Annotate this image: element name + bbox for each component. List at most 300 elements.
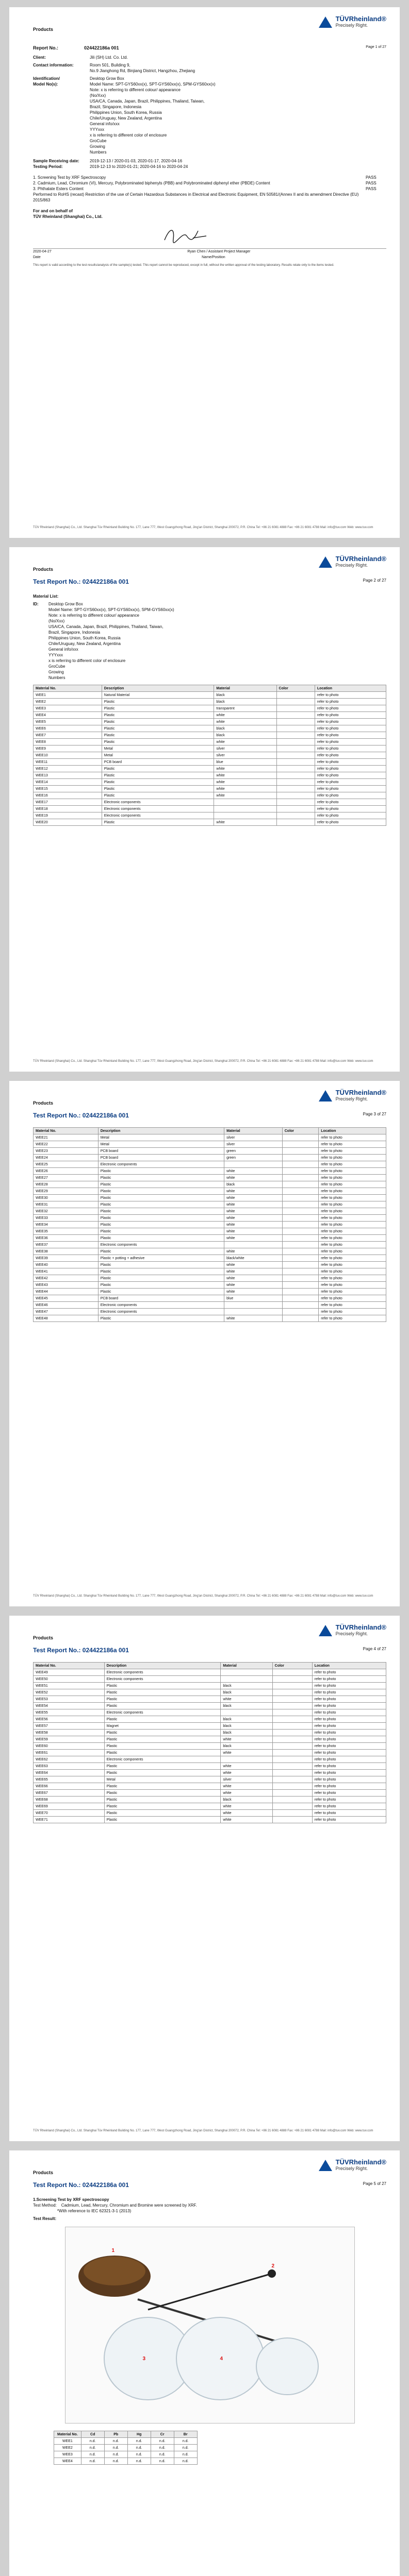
table-cell: WEE67 [34, 1790, 105, 1797]
table-cell: n.d. [127, 2445, 151, 2451]
table-cell: white [224, 1228, 283, 1235]
table-cell [276, 692, 315, 699]
table-cell: silver [214, 752, 276, 759]
table-cell [221, 1669, 272, 1676]
report-title: Test Report No.: 024422186a 001 [33, 1112, 129, 1119]
table-row [34, 1148, 386, 1155]
table-row [34, 1669, 386, 1676]
table-cell: refer to photo [312, 1763, 386, 1770]
table-cell: WEE37 [34, 1242, 99, 1248]
table-cell: refer to photo [319, 1175, 386, 1181]
table-cell: WEE40 [34, 1262, 99, 1268]
photo-label: 2 [271, 2263, 275, 2269]
table-cell: WEE25 [34, 1161, 99, 1168]
page-number: Page 1 of 27 [366, 45, 386, 49]
report-title: Test Report No.: 024422186a 001 [33, 578, 129, 585]
table-cell: Magnet [104, 1723, 221, 1730]
table-row [34, 1295, 386, 1302]
tuv-triangle-icon [319, 2160, 332, 2171]
table-cell: Plastic [98, 1268, 224, 1275]
table-cell [276, 739, 315, 745]
table-row [34, 1790, 386, 1797]
table-cell: WEE32 [34, 1208, 99, 1215]
table-cell: refer to photo [312, 1709, 386, 1716]
test-method: Test Method: Cadmium, Lead, Mercury, Chromium and Bromine were screened by XRF. *With reference to IEC 62321-3-1 (2013) [33, 2203, 197, 2213]
table-cell: white [214, 786, 276, 792]
table-cell: refer to photo [312, 1776, 386, 1783]
table-cell: green [224, 1148, 283, 1155]
table-cell: black [214, 732, 276, 739]
table-cell: WEE10 [34, 752, 102, 759]
table-cell: n.d. [104, 2445, 127, 2451]
report-page-4 [9, 1616, 400, 2141]
table-row [54, 2438, 198, 2445]
table-cell: refer to photo [315, 712, 386, 719]
table-cell: WEE6 [34, 725, 102, 732]
table-row [34, 1215, 386, 1222]
table-cell [276, 792, 315, 799]
table-row [34, 792, 386, 799]
table-row [34, 1255, 386, 1262]
table-cell: Plastic [102, 719, 214, 725]
table-cell [272, 1716, 312, 1723]
table-cell: black [221, 1703, 272, 1709]
table-cell: Plastic [102, 786, 214, 792]
table-cell: refer to photo [315, 819, 386, 826]
table-row [34, 1242, 386, 1248]
table-cell: refer to photo [319, 1195, 386, 1201]
table-cell [221, 1676, 272, 1683]
section-title: Material List: [33, 594, 59, 599]
table-cell: WEE5 [34, 719, 102, 725]
table-cell: WEE61 [34, 1750, 105, 1756]
table-cell [272, 1703, 312, 1709]
table-cell: WEE69 [34, 1803, 105, 1810]
table-cell: WEE4 [34, 712, 102, 719]
table-cell [224, 1309, 283, 1315]
table-cell: Plastic [102, 739, 214, 745]
table-cell: WEE17 [34, 799, 102, 806]
table-cell: n.d. [127, 2438, 151, 2445]
table-cell: WEE42 [34, 1275, 99, 1282]
table-row [34, 1195, 386, 1201]
table-cell: white [221, 1736, 272, 1743]
table-cell [272, 1770, 312, 1776]
table-row [34, 1235, 386, 1242]
tuv-logo: TÜVRheinland® Precisely Right. [319, 1089, 386, 1102]
table-row [34, 1175, 386, 1181]
table-cell: refer to photo [319, 1134, 386, 1141]
table-cell: Plastic [98, 1175, 224, 1181]
table-cell: white [224, 1289, 283, 1295]
table-cell: Electronic components [98, 1242, 224, 1248]
table-cell: refer to photo [312, 1783, 386, 1790]
table-cell [282, 1262, 318, 1268]
table-cell: WEE52 [34, 1689, 105, 1696]
page-number: Page 4 of 27 [363, 1647, 386, 1651]
table-cell: WEE64 [34, 1770, 105, 1776]
table-row [34, 1268, 386, 1275]
table-cell: WEE48 [34, 1315, 99, 1322]
table-row [34, 1222, 386, 1228]
table-cell [276, 719, 315, 725]
table-cell: refer to photo [315, 806, 386, 812]
table-cell: Electronic components [104, 1676, 221, 1683]
table-cell: refer to photo [319, 1242, 386, 1248]
table-row [34, 1289, 386, 1295]
table-cell: white [224, 1208, 283, 1215]
table-cell: white [224, 1268, 283, 1275]
table-cell: WEE20 [34, 819, 102, 826]
table-cell: WEE11 [34, 759, 102, 766]
table-row [34, 1776, 386, 1783]
table-cell [272, 1810, 312, 1817]
table-cell: refer to photo [319, 1161, 386, 1168]
table-cell [272, 1689, 312, 1696]
table-cell [272, 1696, 312, 1703]
table-cell [282, 1161, 318, 1168]
table-cell: blue [214, 759, 276, 766]
tuv-logo: TÜVRheinland® Precisely Right. [319, 555, 386, 568]
report-title-bar [33, 2180, 386, 2189]
table-cell: WEE63 [34, 1763, 105, 1770]
table-cell [282, 1148, 318, 1155]
table-row [34, 819, 386, 826]
table-cell: refer to photo [319, 1295, 386, 1302]
table-cell: white [214, 719, 276, 725]
table-cell: refer to photo [319, 1248, 386, 1255]
table-cell: WEE51 [34, 1683, 105, 1689]
table-cell: WEE34 [34, 1222, 99, 1228]
table-cell: Plastic [98, 1282, 224, 1289]
table-cell: WEE47 [34, 1309, 99, 1315]
table-cell: WEE13 [34, 772, 102, 779]
material-table: Material No. Description Material Color Location WEE49 Electronic components refer to photo WEE50 Electronic components refer to photo WEE51 Plastic black refer to photo WEE52 Plastic black refer to photo WEE53 Plastic white refer to photo WEE54 Plastic black refer to photo WEE55 Electronic components refer to photo WEE56 Plastic black refer to photo WEE57 Magnet black refer to photo WEE58 Plastic black refer to photo WEE59 Plastic white refer to photo WEE60 Plastic black refer to photo WEE61 Plastic white refer to photo WEE62 Electronic components refer to photo WEE63 Plastic white refer to photo WEE64 Plastic white refer to photo WEE65 Metal silver refer to photo WEE66 Plastic white refer to photo WEE67 Plastic white refer to photo WEE68 Plastic black refer to photo WEE69 Plastic white refer to photo WEE70 Plastic white refer to photo WEE71 Plastic white refer to photo [33, 1662, 386, 1823]
table-cell: white [221, 1790, 272, 1797]
table-cell: refer to photo [319, 1275, 386, 1282]
table-cell: Plastic [104, 1736, 221, 1743]
table-cell [282, 1309, 318, 1315]
table-cell: refer to photo [312, 1703, 386, 1709]
table-cell: black [214, 692, 276, 699]
report-no: 024422186a 001 [84, 45, 119, 50]
table-cell: WEE2 [34, 699, 102, 705]
table-cell: refer to photo [319, 1222, 386, 1228]
tuv-logo: TÜVRheinland® Precisely Right. [319, 2159, 386, 2172]
table-cell [221, 1756, 272, 1763]
table-cell [282, 1215, 318, 1222]
table-cell: silver [224, 1134, 283, 1141]
table-cell: refer to photo [319, 1188, 386, 1195]
table-cell [282, 1289, 318, 1295]
tuv-triangle-icon [319, 16, 332, 28]
table-cell: refer to photo [315, 759, 386, 766]
table-cell: white [221, 1763, 272, 1770]
table-cell: refer to photo [315, 719, 386, 725]
table-cell: n.d. [81, 2451, 104, 2458]
table-cell: WEE55 [34, 1709, 105, 1716]
table-cell: black [221, 1797, 272, 1803]
table-cell [282, 1235, 318, 1242]
table-row [34, 1756, 386, 1763]
table-cell: white [224, 1215, 283, 1222]
table-cell: WEE65 [34, 1776, 105, 1783]
table-cell [282, 1295, 318, 1302]
table-cell: white [224, 1188, 283, 1195]
table-cell: refer to photo [312, 1683, 386, 1689]
table-cell: n.d. [151, 2451, 174, 2458]
table-cell: Plastic [98, 1228, 224, 1235]
table-cell: Metal [98, 1141, 224, 1148]
table-row [34, 1282, 386, 1289]
table-cell: white [224, 1201, 283, 1208]
tuv-triangle-icon [319, 556, 332, 568]
table-cell: Plastic [98, 1275, 224, 1282]
table-cell [276, 732, 315, 739]
table-cell: refer to photo [319, 1235, 386, 1242]
table-cell: WEE7 [34, 732, 102, 739]
table-cell: PCB board [98, 1155, 224, 1161]
table-cell: WEE15 [34, 786, 102, 792]
table-cell: Plastic [104, 1696, 221, 1703]
photo-label: 3 [142, 2356, 146, 2362]
table-cell: WEE31 [34, 1201, 99, 1208]
material-table: Material No. Description Material Color Location WEE21 Metal silver refer to photo WEE22 Metal silver refer to photo WEE23 PCB board green refer to photo WEE24 PCB board green refer to photo WEE25 Electronic components refer to photo WEE26 Plastic white refer to photo WEE27 Plastic white refer to photo WEE28 Plastic black refer to photo WEE29 Plastic white refer to photo WEE30 Plastic white refer to photo WEE31 Plastic white refer to photo WEE32 Plastic white refer to photo WEE33 Plastic white refer to photo WEE34 Plastic white refer to photo WEE35 Plastic white refer to photo WEE36 Plastic white refer to photo WEE37 Electronic components refer to photo WEE38 Plastic white refer to photo WEE39 Plastic + potting + adhesive black/white refer to photo WEE40 Plastic white refer to photo WEE41 Plastic white refer to photo WEE42 Plastic white refer to photo WEE43 Plastic white refer to photo WEE44 Plastic white refer to photo WEE45 PCB board blue refer to photo WEE46 Electronic components refer to photo WEE47 Electronic components refer to photo WEE48 Plastic white refer to photo [33, 1127, 386, 1322]
table-cell: WEE70 [34, 1810, 105, 1817]
table-cell: refer to photo [315, 745, 386, 752]
material-table: Material No. Description Material Color Location WEE1 Natural Material black refer to photo WEE2 Plastic black refer to photo WEE3 Plastic transparent refer to photo WEE4 Plastic white refer to photo WEE5 Plastic white refer to photo WEE6 Plastic black refer to photo WEE7 Plastic black refer to photo WEE8 Plastic white refer to photo WEE9 Metal silver refer to photo WEE10 Metal silver refer to photo WEE11 PCB board blue refer to photo WEE12 Plastic white refer to photo WEE13 Plastic white refer to photo WEE14 Plastic white refer to photo WEE15 Plastic white refer to photo WEE16 Plastic white refer to photo WEE17 Electronic components refer to photo WEE18 Electronic components refer to photo WEE19 Electronic components refer to photo WEE20 Plastic white refer to photo [33, 685, 386, 826]
table-cell: Plastic [104, 1803, 221, 1810]
table-cell: WEE58 [34, 1730, 105, 1736]
table-cell: n.d. [81, 2445, 104, 2451]
table-cell: refer to photo [315, 692, 386, 699]
table-cell: WEE16 [34, 792, 102, 799]
table-cell: refer to photo [315, 705, 386, 712]
table-cell [276, 766, 315, 772]
table-cell: WEE43 [34, 1282, 99, 1289]
table-row [34, 766, 386, 772]
table-cell: refer to photo [319, 1309, 386, 1315]
table-cell: black [221, 1743, 272, 1750]
test-result-label: Test Result: [33, 2216, 57, 2221]
table-cell: WEE35 [34, 1228, 99, 1235]
table-row [34, 1770, 386, 1776]
table-cell: WEE23 [34, 1148, 99, 1155]
table-cell: silver [224, 1141, 283, 1148]
table-cell: white [214, 712, 276, 719]
table-row [34, 1181, 386, 1188]
table-cell: Plastic [98, 1289, 224, 1295]
table-cell [276, 752, 315, 759]
table-cell: n.d. [127, 2451, 151, 2458]
products-label: Products [33, 567, 54, 572]
table-row [34, 759, 386, 766]
table-row [34, 1309, 386, 1315]
table-cell [276, 779, 315, 786]
table-cell: refer to photo [315, 786, 386, 792]
table-row [34, 1676, 386, 1683]
table-row [34, 1161, 386, 1168]
table-cell: Plastic [104, 1716, 221, 1723]
table-cell: green [224, 1155, 283, 1161]
table-cell: Plastic [98, 1215, 224, 1222]
table-cell [282, 1134, 318, 1141]
table-row [34, 1736, 386, 1743]
footnote: This report is valid according to the test results/analysis of the sample(s) tested. This report cannot be reproduced, except in full, without the written approval of the testing laboratory. Results relate only to the items tested. [33, 264, 334, 267]
table-cell: refer to photo [319, 1289, 386, 1295]
table-cell: Plastic [102, 772, 214, 779]
table-cell [276, 725, 315, 732]
table-cell: WEE24 [34, 1155, 99, 1161]
table-row [34, 779, 386, 786]
table-row [34, 692, 386, 699]
table-cell: WEE62 [34, 1756, 105, 1763]
tuv-logo: TÜVRheinland® Precisely Right. [319, 1624, 386, 1637]
table-row [34, 1716, 386, 1723]
table-cell: Electronic components [98, 1302, 224, 1309]
table-cell: refer to photo [315, 699, 386, 705]
section-title: 1.Screening Test by XRF spectroscopy [33, 2197, 109, 2202]
table-cell: refer to photo [319, 1208, 386, 1215]
table-cell: Plastic [102, 705, 214, 712]
table-cell: refer to photo [312, 1689, 386, 1696]
table-row [34, 1810, 386, 1817]
table-row [54, 2451, 198, 2458]
table-cell: white [221, 1750, 272, 1756]
table-cell [276, 786, 315, 792]
table-cell: black [214, 725, 276, 732]
table-cell: refer to photo [315, 725, 386, 732]
table-cell: WEE49 [34, 1669, 105, 1676]
table-cell: Electronic components [98, 1161, 224, 1168]
table-cell: WEE46 [34, 1302, 99, 1309]
table-row [34, 1696, 386, 1703]
table-row [34, 725, 386, 732]
table-cell: Plastic [98, 1222, 224, 1228]
table-cell: WEE9 [34, 745, 102, 752]
table-cell: Metal [102, 745, 214, 752]
table-cell: Electronic components [104, 1669, 221, 1676]
table-row [34, 699, 386, 705]
table-cell: refer to photo [312, 1730, 386, 1736]
table-cell [282, 1208, 318, 1215]
table-cell: Electronic components [104, 1709, 221, 1716]
table-cell [272, 1763, 312, 1770]
signer: Ryan Chen / Assistant Project Manager [187, 250, 251, 253]
table-row [34, 812, 386, 819]
report-page-1: TÜVRheinland® Precisely Right. Products Report No.: 024422186a 001 Page 1 of 27 Client: Jili (SH) Ltd. Co. Ltd. Contact information: Room 501, Building 9, No.9 Jianghong Rd, Binjiang District, Hangzhou, Zhejiang Identification/ Model No(s): Desktop Grow Box Model Name: SPT-GYS60xx(x), SPT-GYS60xx(x), SPM-GYS60xx(x) Note: x is referring to different colour/ appearance (No/Xxx) USA/CA, Canada, Japan, Brazil, Philippines, Thailand, Taiwan, Brazil, Singapore, Indonesia Philippines Union, South Korea, Russia Chile/Uruguay, New Zealand, Argentina General info/xxx YYYxxx x is referring to different color of enclosure GroCube Growing Numbers Sample Receiving date: 2019-12-13 / 2020-01-03, 2020-01-17, 2020-04-16 Testing Period: 2019-12-13 to 2020-01-21; 2020-04-16 to 2020-04-24 1. Screening Test by XRF Spectroscopy PASS 2. Cadmium, Lead, Chromium (VI), Mercury, Polybrominated biphenyls (PBB) and Polybrominated diphenyl ether (PBDE) Content PASS 3. Phthalate Esters Content PASS Performed to RoHS (recast) Restriction of the use of Certain Hazardous Substances in Electrical and Electronic Equipment, EN 50581/(Annex II and its amendment Directive (EU) 2015/863 For and on behalf of TÜV Rheinland (Shanghai) Co., Ltd. 2020-04-27 Ryan Chen / Assistant Project Manager Date Name/Position This report is valid according to the test results/analysis of the sample(s) tested. This report cannot be reproduced, except in full, without the written approval of the testing laboratory. Results relate only to the items tested. TÜV Rheinland (Shanghai) Co., Ltd. Shanghai Tüv Rheinland Building No. 177, Lane 777, West Guangzhong Road, Jing'an District, Shanghai 200072, P.R. China Tel: +86 21 6081 4888 Fax: +86 21 6081 4788 Mail: info@tuv.com Web: www.tuv.com [9, 7, 400, 538]
table-cell: WEE26 [34, 1168, 99, 1175]
table-cell [276, 759, 315, 766]
table-cell: WEE44 [34, 1289, 99, 1295]
table-cell: refer to photo [312, 1810, 386, 1817]
table-cell: WEE29 [34, 1188, 99, 1195]
table-cell [282, 1255, 318, 1262]
table-cell: Plastic [104, 1783, 221, 1790]
table-row [34, 1141, 386, 1148]
table-cell [272, 1723, 312, 1730]
table-cell [282, 1155, 318, 1161]
table-cell: white [214, 766, 276, 772]
table-cell: WEE12 [34, 766, 102, 772]
table-cell [272, 1750, 312, 1756]
table-cell [272, 1776, 312, 1783]
table-cell [282, 1195, 318, 1201]
table-cell: blue [224, 1295, 283, 1302]
table-cell [276, 745, 315, 752]
products-label: Products [33, 2170, 54, 2175]
table-cell: WEE8 [34, 739, 102, 745]
tuv-triangle-icon [319, 1090, 332, 1101]
table-cell: n.d. [81, 2458, 104, 2465]
table-cell: refer to photo [312, 1817, 386, 1823]
xrf-results-table: Material No. Cd Pb Hg Cr Br WEE1 n.d. n.d. n.d. n.d. n.d. WEE2 n.d. n.d. n.d. n.d. n.d. WEE3 n.d. n.d. n.d. n.d. n.d. WEE4 n.d. n.d. n.d. n.d. n.d. [54, 2431, 198, 2465]
table-cell: WEE4 [54, 2458, 81, 2465]
sign-date: 2020-04-27 [33, 250, 52, 253]
table-cell [224, 1302, 283, 1309]
table-cell [224, 1242, 283, 1248]
table-cell [282, 1168, 318, 1175]
table-cell: Plastic [102, 819, 214, 826]
contact-info: Room 501, Building 9, No.9 Jianghong Rd, Binjiang District, Hangzhou, Zhejiang [90, 63, 195, 73]
table-row [34, 1201, 386, 1208]
table-row [34, 1134, 386, 1141]
table-cell: white [224, 1262, 283, 1268]
report-title: Test Report No.: 024422186a 001 [33, 2181, 129, 2189]
table-cell: Metal [104, 1776, 221, 1783]
table-cell: Plastic [104, 1730, 221, 1736]
table-cell: white [224, 1222, 283, 1228]
table-cell: refer to photo [312, 1790, 386, 1797]
table-cell: refer to photo [319, 1302, 386, 1309]
signature-icon [162, 225, 208, 245]
table-cell: Plastic + potting + adhesive [98, 1255, 224, 1262]
table-cell: refer to photo [312, 1676, 386, 1683]
table-cell: refer to photo [315, 779, 386, 786]
table-row [34, 719, 386, 725]
table-cell: n.d. [174, 2451, 197, 2458]
table-cell: WEE41 [34, 1268, 99, 1275]
table-cell: Plastic [102, 725, 214, 732]
table-cell: WEE33 [34, 1215, 99, 1222]
table-cell [282, 1275, 318, 1282]
page-header [9, 7, 400, 43]
table-cell [272, 1709, 312, 1716]
table-row [34, 1188, 386, 1195]
table-cell: Plastic [104, 1797, 221, 1803]
table-cell: white [224, 1315, 283, 1322]
table-cell: WEE30 [34, 1195, 99, 1201]
table-row [34, 1817, 386, 1823]
table-cell [272, 1803, 312, 1810]
table-cell [282, 1242, 318, 1248]
table-cell: white [221, 1803, 272, 1810]
table-row [34, 739, 386, 745]
table-cell: silver [214, 745, 276, 752]
page-footer: TÜV Rheinland (Shanghai) Co., Ltd. Shanghai Tüv Rheinland Building No. 177, Lane 777, West Guangzhong Road, Jing'an District, Shanghai 200072, P.R. China Tel: +86 21 6081 4888 Fax: +86 21 6081 4788 Mail: info@tuv.com Web: www.tuv.com [33, 526, 373, 529]
table-row [34, 1248, 386, 1255]
table-cell: white [214, 739, 276, 745]
table-cell: black [221, 1730, 272, 1736]
table-cell [282, 1188, 318, 1195]
table-cell: refer to photo [312, 1750, 386, 1756]
table-cell [282, 1141, 318, 1148]
table-cell: refer to photo [319, 1268, 386, 1275]
table-row [34, 772, 386, 779]
table-cell: Electronic components [102, 812, 214, 819]
testing-period: 2019-12-13 to 2020-01-21; 2020-04-16 to 2020-04-24 [90, 164, 188, 169]
table-row [34, 1730, 386, 1736]
